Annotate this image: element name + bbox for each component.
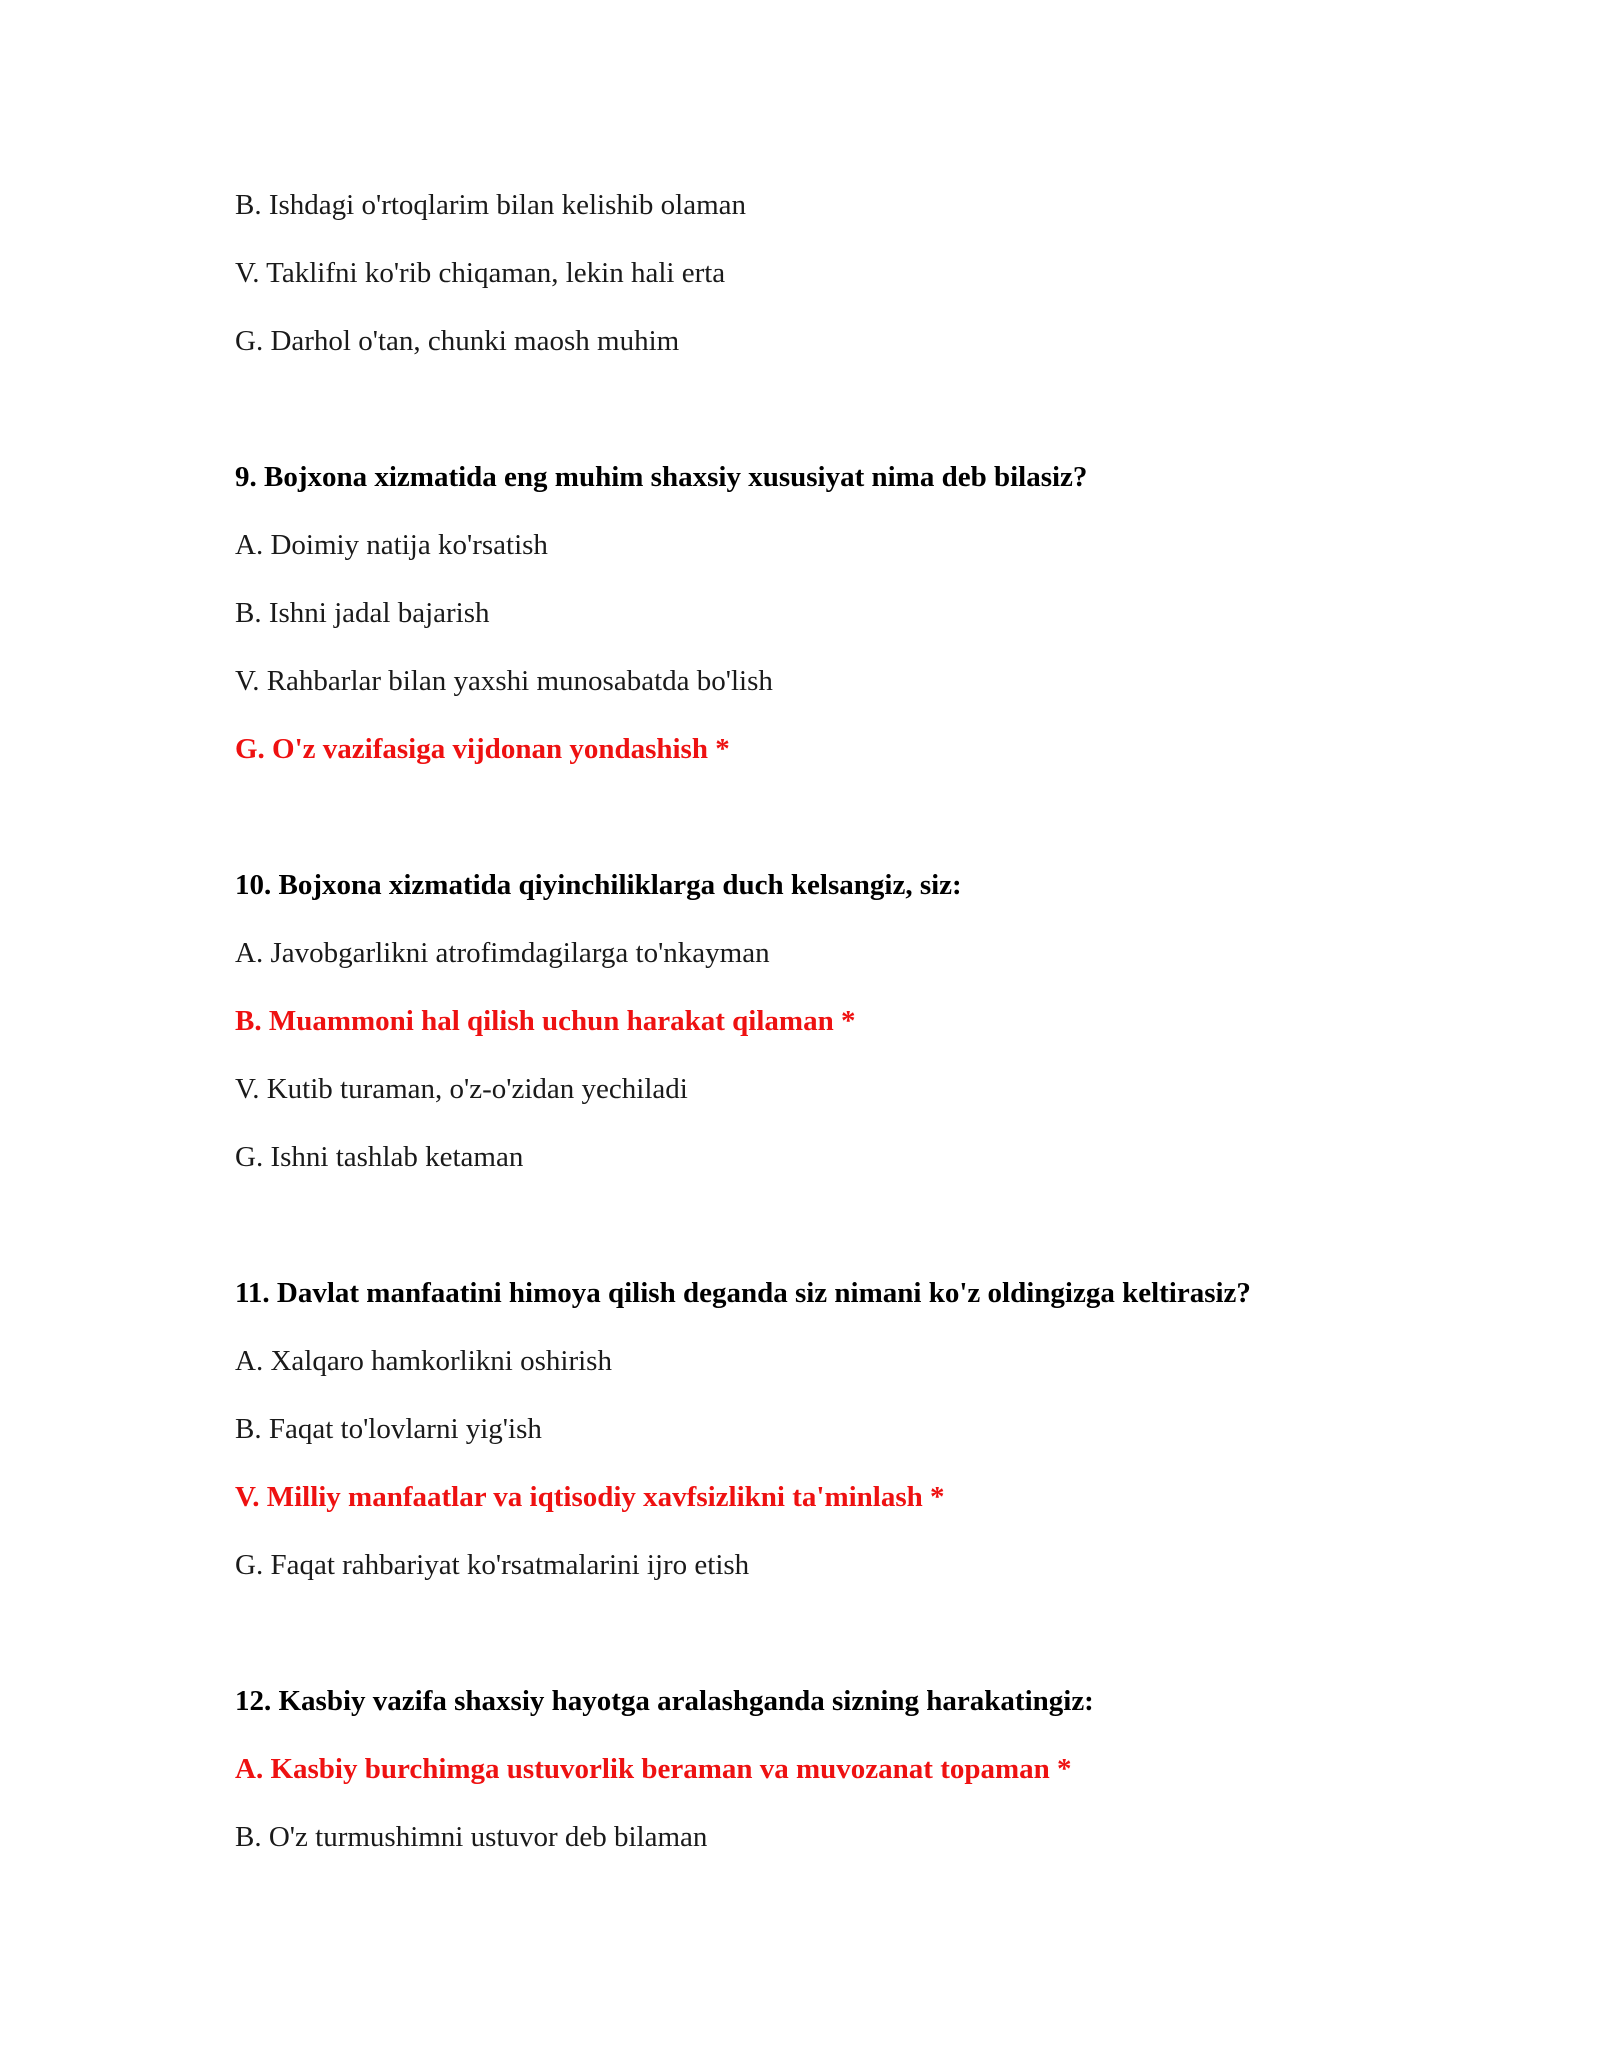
question-block: [235, 1276, 1435, 1582]
question-title: 9. Bojxona xizmatida eng muhim shaxsiy xususiyat nima deb bilasiz?: [235, 461, 1088, 493]
spacer: [235, 800, 1435, 868]
question-block: [235, 460, 1435, 766]
correct-option-line: A. Kasbiy burchimga ustuvorlik beraman va muvozanat topaman *: [235, 1753, 1072, 1785]
option-line: A. Javobgarlikni atrofimdagilarga to'nkayman: [235, 937, 770, 969]
option-line: B. Ishdagi o'rtoqlarim bilan kelishib olaman: [235, 189, 747, 221]
question-title: 12. Kasbiy vazifa shaxsiy hayotga aralashganda sizning harakatingiz:: [235, 1685, 1094, 1717]
option-line: V. Kutib turaman, o'z-o'zidan yechiladi: [235, 1073, 688, 1105]
spacer: [235, 392, 1435, 460]
option-line: G. Faqat rahbariyat ko'rsatmalarini ijro etish: [235, 1549, 750, 1581]
option-line: V. Rahbarlar bilan yaxshi munosabatda bo'lish: [235, 665, 773, 697]
option-line: B. Ishni jadal bajarish: [235, 597, 490, 629]
option-line: G. Ishni tashlab ketaman: [235, 1141, 524, 1173]
option-line: B. Faqat to'lovlarni yig'ish: [235, 1413, 542, 1445]
question-title: 10. Bojxona xizmatida qiyinchiliklarga duch kelsangiz, siz:: [235, 869, 962, 901]
correct-option-line: B. Muammoni hal qilish uchun harakat qilaman *: [235, 1005, 856, 1037]
spacer: [235, 1616, 1435, 1684]
option-line: A. Xalqaro hamkorlikni oshirish: [235, 1345, 612, 1377]
question-block: [235, 1684, 1435, 1854]
quiz-content: [235, 188, 1435, 1888]
question-title: 11. Davlat manfaatini himoya qilish deganda siz nimani ko'z oldingizga keltirasiz?: [235, 1277, 1251, 1309]
option-line: G. Darhol o'tan, chunki maosh muhim: [235, 325, 680, 357]
option-line: B. O'z turmushimni ustuvor deb bilaman: [235, 1821, 708, 1853]
correct-option-line: G. O'z vazifasiga vijdonan yondashish *: [235, 733, 730, 765]
correct-option-line: V. Milliy manfaatlar va iqtisodiy xavfsizlikni ta'minlash *: [235, 1481, 945, 1513]
option-line: A. Doimiy natija ko'rsatish: [235, 529, 548, 561]
spacer: [235, 1208, 1435, 1276]
leading-options: [235, 188, 1435, 358]
question-block: [235, 868, 1435, 1174]
option-line: V. Taklifni ko'rib chiqaman, lekin hali erta: [235, 257, 726, 289]
